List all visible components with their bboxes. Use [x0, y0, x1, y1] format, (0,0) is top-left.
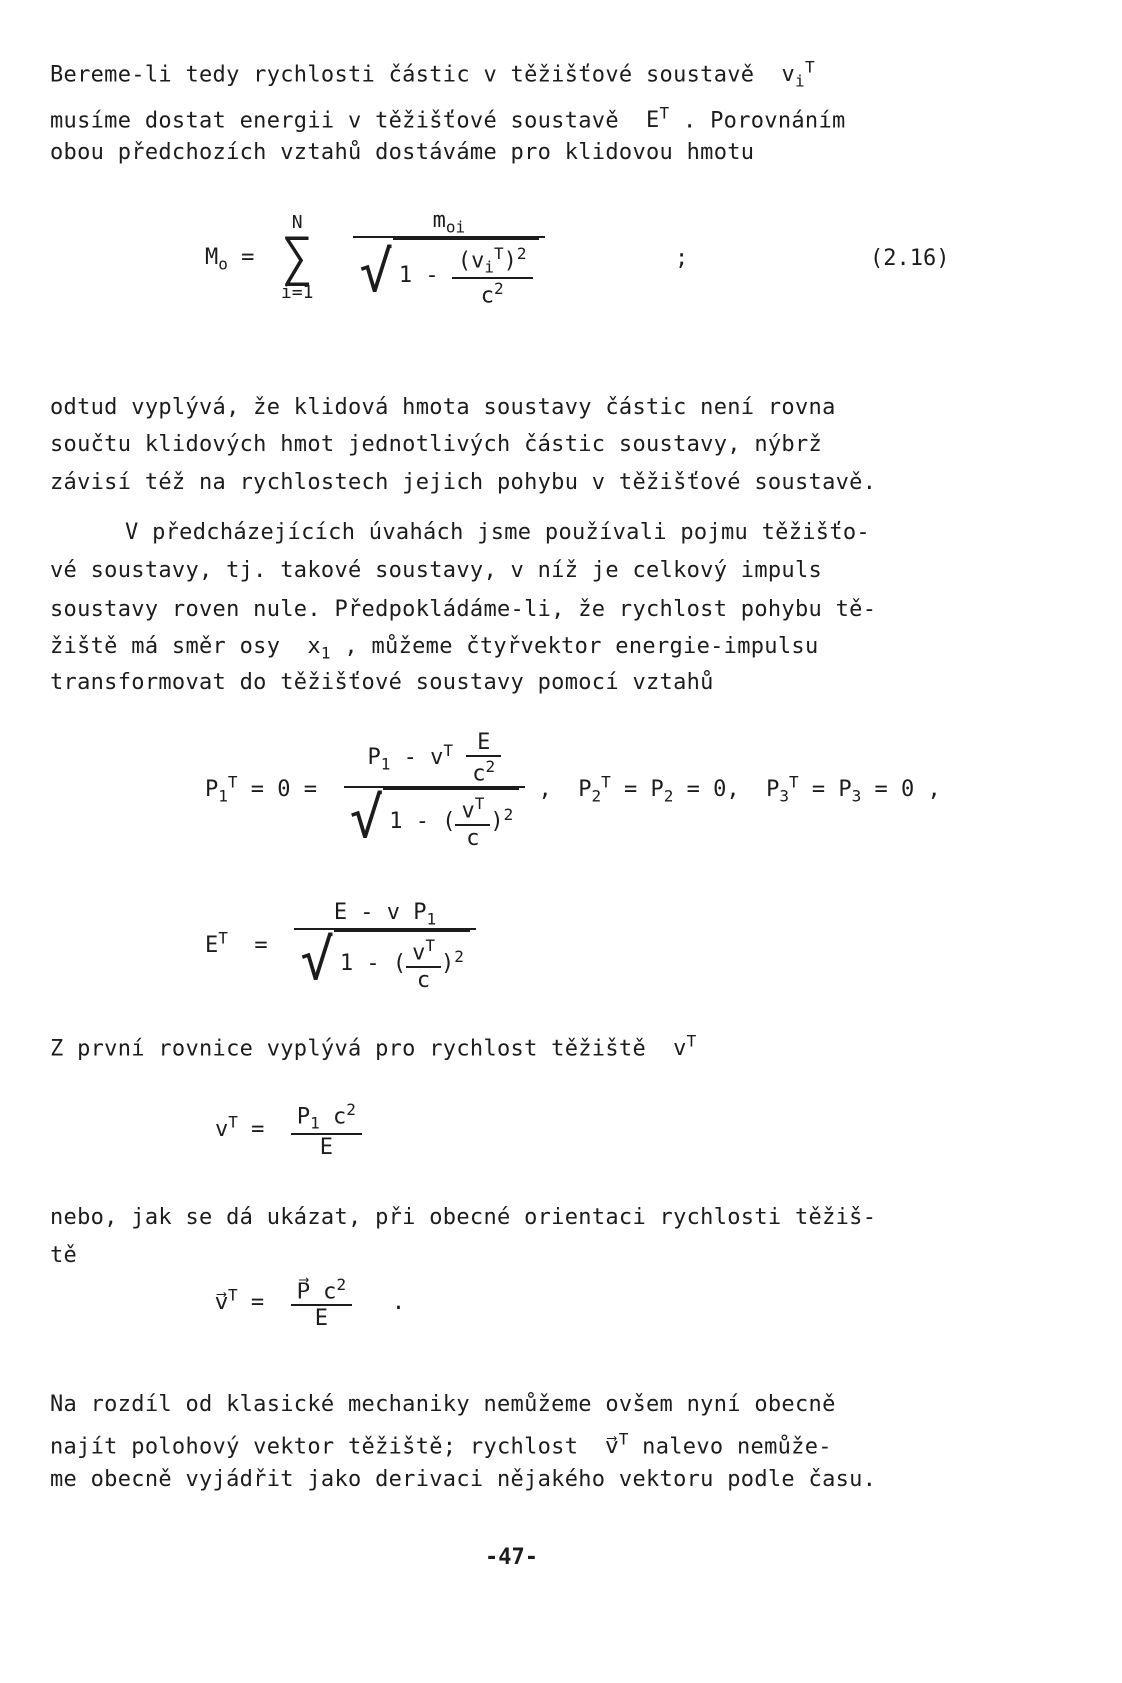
text-line: transformovat do těžišťové soustavy pomocí vztahů: [50, 670, 714, 695]
math-E-T: $E^T$: [646, 104, 670, 134]
equation-momentum-transform: $P_1^T = 0$ = $P_1 - v^T$ $\frac{E}{c^2}$ √ 1 - ( $\frac{v^T}{c}$ )$^2$ , $P_2^T = P_2 = 0$, $P_3^T = P_3 = 0$ ,: [205, 730, 941, 852]
equation-rest-mass: $M_o = N$ ∑ i=1 $m_{oi}$ √ 1 - $\frac{(v_i^T)^2}{c^2}$: [205, 208, 545, 308]
math-vi-T: $v_i^T$: [781, 58, 815, 91]
text-line: žiště má směr osy $x_1$ , můžeme čtyřvektor energie-impulsu: [50, 634, 819, 663]
equation-cm-velocity-vector: v⃗$^T$ = $\frac{P⃗ c^2}{E}$ .: [215, 1275, 406, 1332]
text-line: Na rozdíl od klasické mechaniky nemůžeme ovšem nyní obecně: [50, 1392, 836, 1417]
text-line: obou předchozích vztahů dostáváme pro klidovou hmotu: [50, 140, 755, 165]
equation-energy-transform: $E^T$ = E - v $P_1$ √ 1 - ( $\frac{v^T}{c}$ )$^2$: [205, 900, 476, 993]
text-line: soustavy roven nule. Předpokládáme-li, že rychlost pohybu tě-: [50, 597, 877, 622]
text-line: me obecně vyjádřit jako derivaci nějakého vektoru podle času.: [50, 1467, 877, 1492]
text-line: Z první rovnice vyplývá pro rychlost těžiště $v^T$: [50, 1032, 697, 1062]
text-line: závisí též na rychlostech jejich pohybu v těžišťové soustavě.: [50, 470, 877, 495]
text-line: najít polohový vektor těžiště; rychlost v⃗$^T$ nalevo nemůže-: [50, 1430, 832, 1460]
text-line: V předcházejících úvahách jsme používali pojmu těžišťo-: [125, 520, 870, 545]
text-line: musíme dostat energii v těžišťové soustavě $E^T$ . Porovnáním: [50, 104, 846, 134]
equation-separator: ;: [675, 246, 689, 271]
text-line: nebo, jak se dá ukázat, při obecné orientaci rychlosti těžiš-: [50, 1205, 877, 1230]
equation-number: (2.16): [870, 246, 950, 271]
text-line: tě: [50, 1243, 78, 1268]
math-vector-v-T: v⃗$^T$: [605, 1430, 629, 1460]
text-line: odtud vyplývá, že klidová hmota soustavy částic není rovna: [50, 395, 836, 420]
sum-symbol: N ∑ i=1: [280, 212, 314, 304]
text-line: Bereme-li tedy rychlosti částic v těžišťové soustavě $v_i^T$: [50, 58, 815, 91]
text-line: součtu klidových hmot jednotlivých částic soustavy, nýbrž: [50, 432, 823, 457]
math-x1: $x_1$: [307, 634, 331, 663]
text-line: vé soustavy, tj. takové soustavy, v níž je celkový impuls: [50, 558, 823, 583]
page-number: -47-: [485, 1545, 538, 1570]
equation-cm-velocity: $v^T$ = $\frac{P_1 c^2}{E}$: [215, 1100, 362, 1160]
math-v-T: $v^T$: [673, 1032, 697, 1062]
